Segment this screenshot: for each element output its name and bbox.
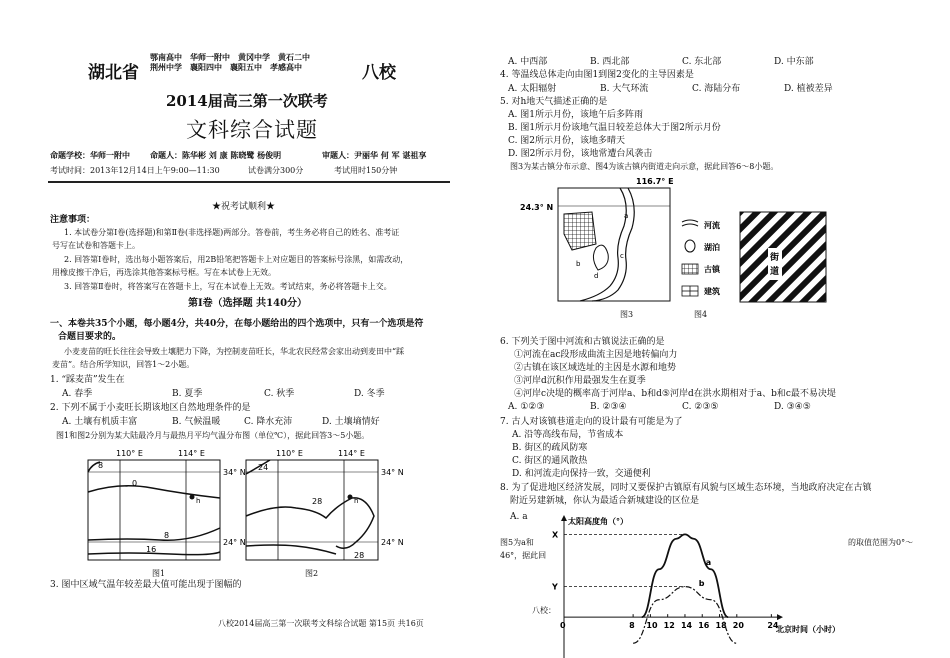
legend-ancient-town: 古镇 — [704, 265, 720, 274]
q6-item-2: ②古镇在该区域选址的主因是水源和地势 — [514, 363, 677, 373]
q7-option-b: B. 街区的疏风防寒 — [512, 443, 588, 453]
q1-option-a: A. 春季 — [62, 389, 93, 399]
map1-lat-1: 34° N — [223, 468, 246, 477]
province: 湖北省 — [88, 63, 139, 83]
section-instruction-b: 合题目要求的。 — [58, 332, 122, 342]
q3-option-a: A. 中西部 — [508, 57, 548, 67]
q6-option-c: C. ②③⑤ — [682, 402, 719, 412]
question-6: 6. 下列关于图中河流和古镇说法正确的是 — [500, 337, 665, 347]
x-tick-label: 14 — [680, 621, 693, 631]
q5-option-d: D. 图2所示月份，该地常遭台风袭击 — [508, 149, 653, 159]
temperature-map-2 — [236, 446, 408, 564]
figure-5-left-fragment: 八校： — [532, 606, 556, 615]
question-3: 3. 图中区域气温年较差最大值可能出现于图幅的 — [50, 580, 242, 590]
question-8b: 附近另建新城，你认为最适合新城建设的区位是 — [510, 496, 700, 506]
paper-title: 文科综合试题 — [186, 118, 318, 142]
schools-row-1: 鄂南高中 华师一附中 黄冈中学 黄石二中 — [150, 53, 310, 62]
section-title: 第Ⅰ卷（选择题 共140分） — [188, 298, 308, 309]
q2-option-c: C. 降水充沛 — [244, 417, 293, 427]
full-score: 试卷满分300分 — [248, 166, 304, 175]
legend-river: 河流 — [704, 221, 720, 230]
x-tick-label: 10 — [646, 621, 658, 631]
q3-option-b: B. 西北部 — [590, 57, 630, 67]
notice-item-3: 3. 回答第Ⅱ卷时，将答案写在答题卡上，写在本试卷上无效。考试结束，务必将答题卡上交。 — [64, 282, 392, 291]
figure-3-caption: 图3 — [620, 310, 634, 319]
map1-lat-2: 24° N — [223, 538, 246, 547]
q5-option-a: A. 图1所示月份，该地午后多阵雨 — [508, 110, 643, 120]
question-1: 1. “踩麦苗”发生在 — [50, 375, 125, 385]
map2-lat-1: 34° N — [381, 468, 404, 477]
intro-b: 麦苗”。结合所学知识，回答1～2小题。 — [52, 360, 195, 369]
reviewers: 审题人：尹丽华 何 军 谌祖享 — [322, 151, 427, 160]
exam-time: 考试时间：2013年12月14日上午9:00—11:30 — [50, 166, 220, 175]
legend-lake: 湖泊 — [704, 243, 720, 252]
q6-item-3: ③河岸d沉积作用最强发生在夏季 — [514, 376, 646, 386]
q6-option-d: D. ③④⑤ — [774, 402, 811, 412]
q4-option-d: D. 植被差异 — [784, 84, 833, 94]
q7-option-c: C. 街区的通风散热 — [512, 456, 588, 466]
map2-lon-1: 110° E — [276, 449, 303, 458]
figure-5-side-text: 的取值范围为0°～ — [848, 538, 914, 547]
question-7: 7. 古人对该镇巷道走向的设计最有可能是为了 — [500, 417, 683, 427]
exam-wish: ★祝考试顺利★ — [212, 202, 276, 212]
question-8a: 8. 为了促进地区经济发展，同时又要保护古镇原有风貌与区域生态环境，当地政府决定在古镇 — [500, 483, 872, 493]
q6-option-a: A. ①②③ — [508, 402, 545, 412]
ancient-town-map — [520, 174, 685, 306]
q3-option-d: D. 中东部 — [774, 57, 814, 67]
fig3-latitude: 24.3° N — [520, 203, 554, 212]
map1-iso-16: 16 — [146, 545, 157, 554]
figure-4-caption: 图4 — [694, 310, 708, 319]
q6-option-b: B. ②③④ — [590, 402, 627, 412]
q5-option-c: C. 图2所示月份，该地多晴天 — [508, 136, 626, 146]
legend-building: 建筑 — [704, 287, 720, 296]
notice-item-2b: 用橡皮擦干净后，再选涂其他答案标号框。写在本试卷上无效。 — [52, 268, 276, 277]
figure-1-caption: 图1 — [152, 569, 166, 578]
map2-lon-2: 114° E — [338, 449, 365, 458]
x-tick-label: 8 — [629, 621, 635, 631]
q1-option-c: C. 秋季 — [264, 389, 295, 399]
eight-schools: 八校 — [362, 63, 396, 83]
q4-option-a: A. 太阳辐射 — [508, 84, 557, 94]
q2-option-b: B. 气候温暖 — [172, 417, 221, 427]
setter-school: 命题学校：华师一附中 — [50, 151, 130, 160]
q7-option-d: D. 和河流走向保持一致，交通便利 — [512, 469, 651, 479]
q7-option-a: A. 沿等高线布局，节省成本 — [512, 430, 624, 440]
street-label-2: 道 — [770, 267, 780, 277]
figure-5-intro-b: 46°，据此回 — [500, 551, 547, 560]
fig3-longitude: 116.7° E — [636, 177, 674, 186]
map2-point-h: h — [354, 497, 359, 505]
exam-title: 2014届高三第一次联考 — [166, 92, 328, 110]
notice-item-1a: 1. 本试卷分第Ⅰ卷(选择题)和第Ⅱ卷(非选择题)两部分。答卷前，考生务必将自己的姓名、准考证 — [64, 228, 400, 237]
x-tick-label: 12 — [663, 621, 675, 631]
question-5: 5. 对h地天气描述正确的是 — [500, 97, 608, 107]
map1-iso-0: 0 — [132, 479, 138, 488]
q1-option-b: B. 夏季 — [172, 389, 203, 399]
figure-3-4-intro: 图3为某古镇分布示意、图4为该古镇内街道走向示意，据此回答6～8小题。 — [510, 162, 779, 171]
q2-option-d: D. 土壤墒情好 — [322, 417, 380, 427]
page-footer: 八校2014届高三第一次联考文科综合试题 第15页 共16页 — [218, 619, 424, 628]
series-a-label: a — [705, 557, 712, 567]
q8-option-a: A. a — [510, 512, 528, 522]
map1-iso-8: 8 — [164, 531, 170, 540]
map2-iso-28b: 28 — [354, 551, 365, 560]
x-tick-label: 24 — [767, 621, 779, 631]
notice-item-1b: 号写在试卷和答题卡上。 — [52, 241, 140, 250]
q4-option-c: C. 海陆分布 — [692, 84, 741, 94]
chart-ymark-y: Y — [552, 582, 558, 592]
q3-option-c: C. 东北部 — [682, 57, 722, 67]
duration: 考试用时150分钟 — [334, 166, 398, 175]
series-a-line — [642, 534, 728, 617]
figure-2-caption: 图2 — [305, 569, 319, 578]
figure-5-intro-a: 图5为a和 — [500, 538, 534, 547]
fig3-point-d: d — [594, 272, 599, 280]
section-instruction-a: 一、本卷共35个小题，每小题4分，共40分，在每小题给出的四个选项中，只有一个选项是符 — [50, 319, 424, 329]
q5-option-b: B. 图1所示月份该地气温日较差总体大于图2所示月份 — [508, 123, 721, 133]
map2-lat-2: 24° N — [381, 538, 404, 547]
notice-heading: 注意事项： — [50, 215, 96, 225]
fig3-point-b: b — [576, 260, 581, 268]
fig3-point-a: a — [624, 212, 629, 220]
schools-row-2: 荆州中学 襄阳四中 襄阳五中 孝感高中 — [150, 63, 302, 72]
fig3-point-c: c — [620, 252, 624, 260]
q2-option-a: A. 土壤有机质丰富 — [62, 417, 138, 427]
q6-item-4: ④河岸c决堤的概率高于河岸a、b和d⑤河岸d在洪水期相对于a、b和c最不易决堤 — [514, 389, 836, 399]
map2-iso-28a: 28 — [312, 497, 323, 506]
map2-iso-24: 24 — [258, 463, 269, 472]
question-4: 4. 等温线总体走向由图1到图2变化的主导因素是 — [500, 70, 694, 80]
chart-xlabel: 北京时间（小时） — [776, 625, 840, 634]
question-2: 2. 下列不属于小麦旺长期该地区自然地理条件的是 — [50, 403, 251, 413]
q6-item-1: ①河流在ac段形成曲流主因是地转偏向力 — [514, 350, 678, 360]
street-label-1: 街 — [770, 253, 780, 263]
figure-1-2-intro: 图1和图2分别为某大陆最冷月与最热月平均气温分布图（单位℃），据此回答3～5小题。 — [56, 431, 370, 440]
chart-ymark-x: X — [552, 530, 559, 540]
q1-option-d: D. 冬季 — [354, 389, 385, 399]
map1-lon-2: 114° E — [178, 449, 205, 458]
map1-iso-8-top: 8 — [98, 461, 104, 470]
map-legend — [680, 216, 736, 300]
sun-altitude-chart — [544, 514, 856, 658]
q4-option-b: B. 大气环流 — [600, 84, 649, 94]
x-tick-label: 20 — [732, 621, 744, 631]
temperature-map-1 — [80, 446, 250, 564]
x-tick-label: 0 — [560, 621, 566, 631]
series-b-label: b — [698, 578, 705, 588]
intro-a: 小麦麦苗的旺长往往会导致土壤肥力下降，为控制麦苗旺长，华北农民经常会家出动到麦田中“踩 — [64, 347, 405, 356]
chart-ylabel: 太阳高度角（°） — [568, 517, 628, 526]
notice-item-2a: 2. 回答第Ⅰ卷时，选出每小题答案后，用2B铅笔把答题卡上对应题目的答案标号涂黑，如需改动， — [64, 255, 409, 264]
x-tick-label: 18 — [715, 621, 727, 631]
map1-point-h: h — [196, 497, 201, 505]
map1-lon-1: 110° E — [116, 449, 143, 458]
x-tick-label: 16 — [698, 621, 710, 631]
street-orientation-diagram — [738, 210, 830, 306]
setters: 命题人：陈华彬 刘 康 陈晓鹭 杨俊明 — [150, 151, 282, 160]
header-rule — [48, 181, 450, 183]
